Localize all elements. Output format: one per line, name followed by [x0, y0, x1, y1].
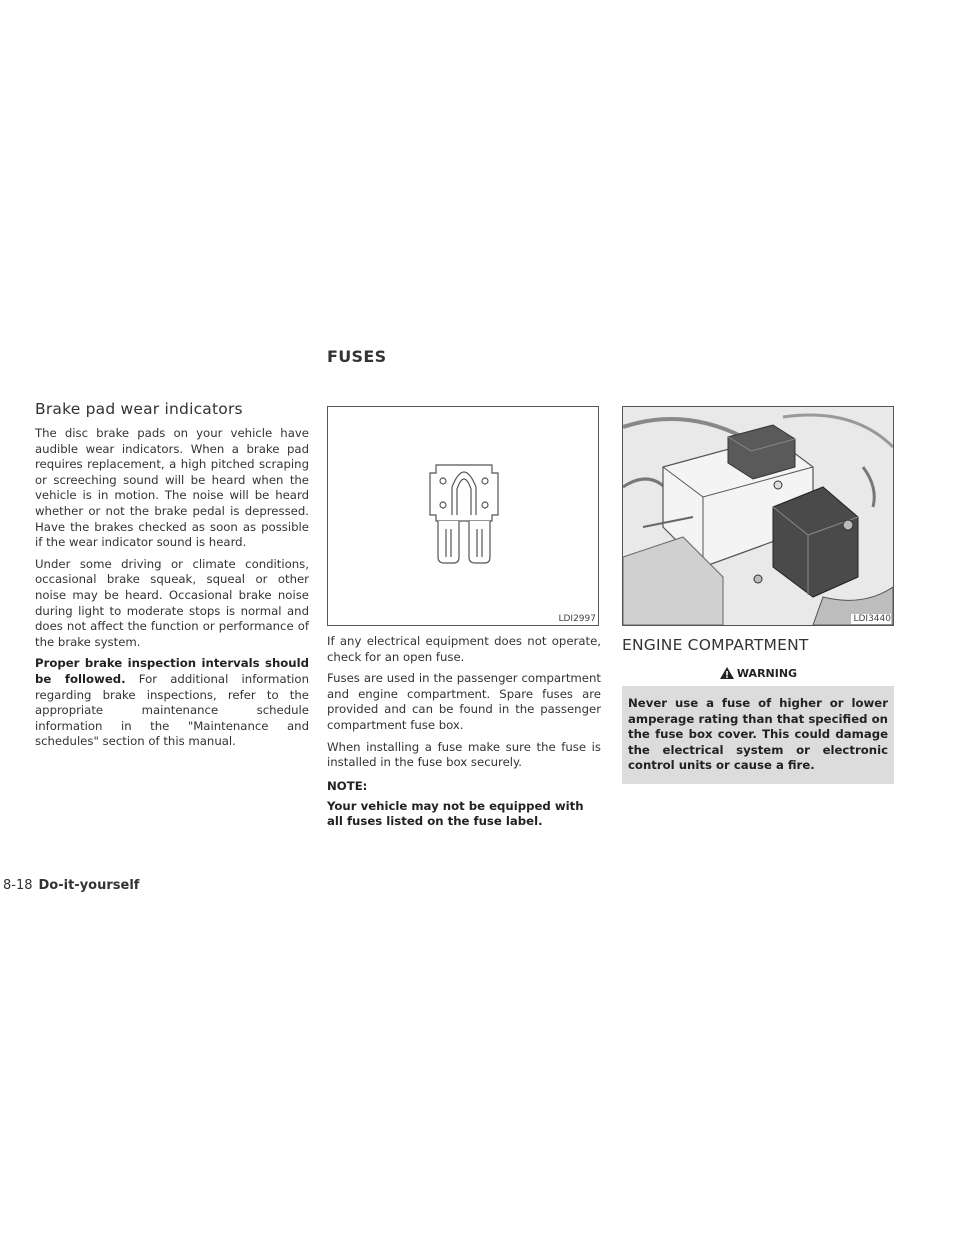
- fuses-paragraph-1: If any electrical equipment does not operate, check for an open fuse.: [327, 634, 601, 664]
- section-title: FUSES: [327, 347, 387, 366]
- page-footer: [3, 878, 139, 893]
- engine-bay-drawing: [623, 407, 893, 625]
- warning-icon: [719, 666, 735, 680]
- engine-figure-label: LDI3440: [853, 614, 891, 624]
- fuse-illustration: [327, 406, 599, 626]
- brake-pad-paragraph-3: [35, 656, 309, 750]
- chapter-name: Do-it-yourself: [38, 878, 140, 893]
- fuses-paragraph-2: Fuses are used in the passenger compartment and engine compartment. Spare fuses are provided and can be found in the passenger compartment fuse box.: [327, 671, 601, 732]
- warning-text: Never use a fuse of higher or lower amperage rating than that specified on the fuse box cover. This could damage the electrical system or electronic control units or cause a fire.: [628, 696, 888, 773]
- page-number: 8-18: [3, 878, 33, 893]
- fuse-figure-label: LDI2997: [558, 614, 596, 624]
- brake-pad-heading: Brake pad wear indicators: [35, 400, 243, 418]
- blade-fuse-drawing: [328, 407, 598, 625]
- brake-pad-paragraph-1: The disc brake pads on your vehicle have audible wear indicators. When a brake pad requires replacement, a high pitched scraping or screeching sound will be heard when the vehicle is in motion. The noise will be heard whether or not the brake pedal is depressed. Have the brakes checked as soon as possible if the wear indicator sound is heard.: [35, 426, 309, 550]
- warning-box: [622, 662, 894, 784]
- note-text: Your vehicle may not be equipped with all fuses listed on the fuse label.: [327, 798, 584, 829]
- warning-header: [622, 662, 894, 686]
- brake-pad-paragraph-2: Under some driving or climate conditions, occasional brake squeak, squeal or other noise may be heard. Occasional brake noise during light to moderate stops is normal and does not affect the function or performance of the brake system.: [35, 556, 309, 649]
- brake-inspection-text: For additional information regarding brake inspections, refer to the appropriate maintenance schedule information in the "Maintenance and schedules" section of this manual.: [35, 671, 309, 749]
- brake-inspection-emphasis: Proper brake inspection intervals should be followed.: [35, 656, 309, 686]
- warning-label: WARNING: [736, 667, 798, 680]
- fuses-column: [327, 406, 601, 830]
- engine-compartment-photo: [622, 406, 894, 626]
- fuses-paragraph-3: When installing a fuse make sure the fuse is installed in the fuse box securely.: [327, 739, 601, 770]
- engine-compartment-column: [622, 406, 896, 784]
- engine-compartment-heading: ENGINE COMPARTMENT: [622, 636, 809, 654]
- brake-pad-column: [35, 400, 309, 756]
- note-title: NOTE:: [327, 778, 368, 793]
